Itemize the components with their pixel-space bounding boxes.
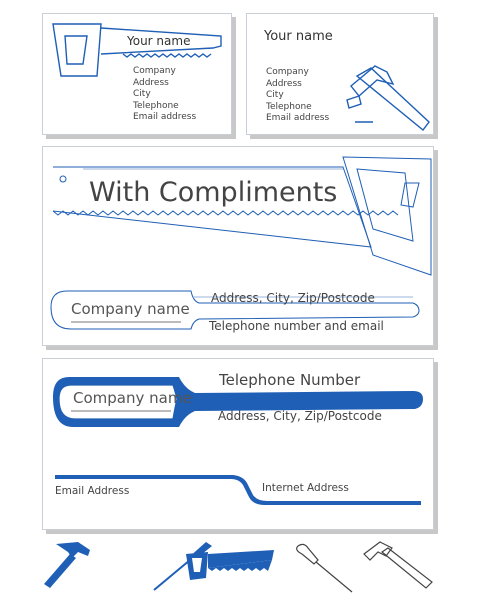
company-name: Company name [73,389,192,407]
card-details [133,66,196,124]
card-detail-address: Address [133,77,169,88]
business-card-saw [42,13,232,135]
card-name: Your name [264,29,333,44]
compliments-title: With Compliments [89,177,338,208]
hammer-outline-icon [360,538,440,598]
card-detail-email: Email address [133,112,197,122]
company-name: Company name [71,300,190,318]
card-detail-city: City [133,89,151,99]
card-name: Your name [127,34,191,48]
saw-icon [182,538,282,598]
card-details [266,67,329,125]
internet-label: Internet Address [262,482,349,494]
card-detail-city: City [266,90,284,100]
compliments-slip [42,146,434,346]
saw-icon [53,157,431,275]
card-detail-company: Company [266,67,309,77]
phone-email-line: Telephone number and email [209,319,384,333]
screwdriver-outline-icon [290,538,360,598]
email-label: Email Address [55,485,130,497]
letterhead-card [42,358,434,530]
card-detail-telephone: Telephone [266,101,312,112]
address-line: Address, City, Zip/Postcode [211,291,375,305]
hammer-icon [42,538,122,598]
card-detail-address: Address [266,78,302,89]
telephone-label: Telephone Number [219,371,361,389]
address-line: Address, City, Zip/Postcode [218,409,382,423]
card-detail-telephone: Telephone [133,100,179,111]
card-detail-email: Email address [266,113,330,123]
tools-row [0,538,480,600]
card-detail-company: Company [133,66,176,76]
business-card-hammer [246,13,434,135]
